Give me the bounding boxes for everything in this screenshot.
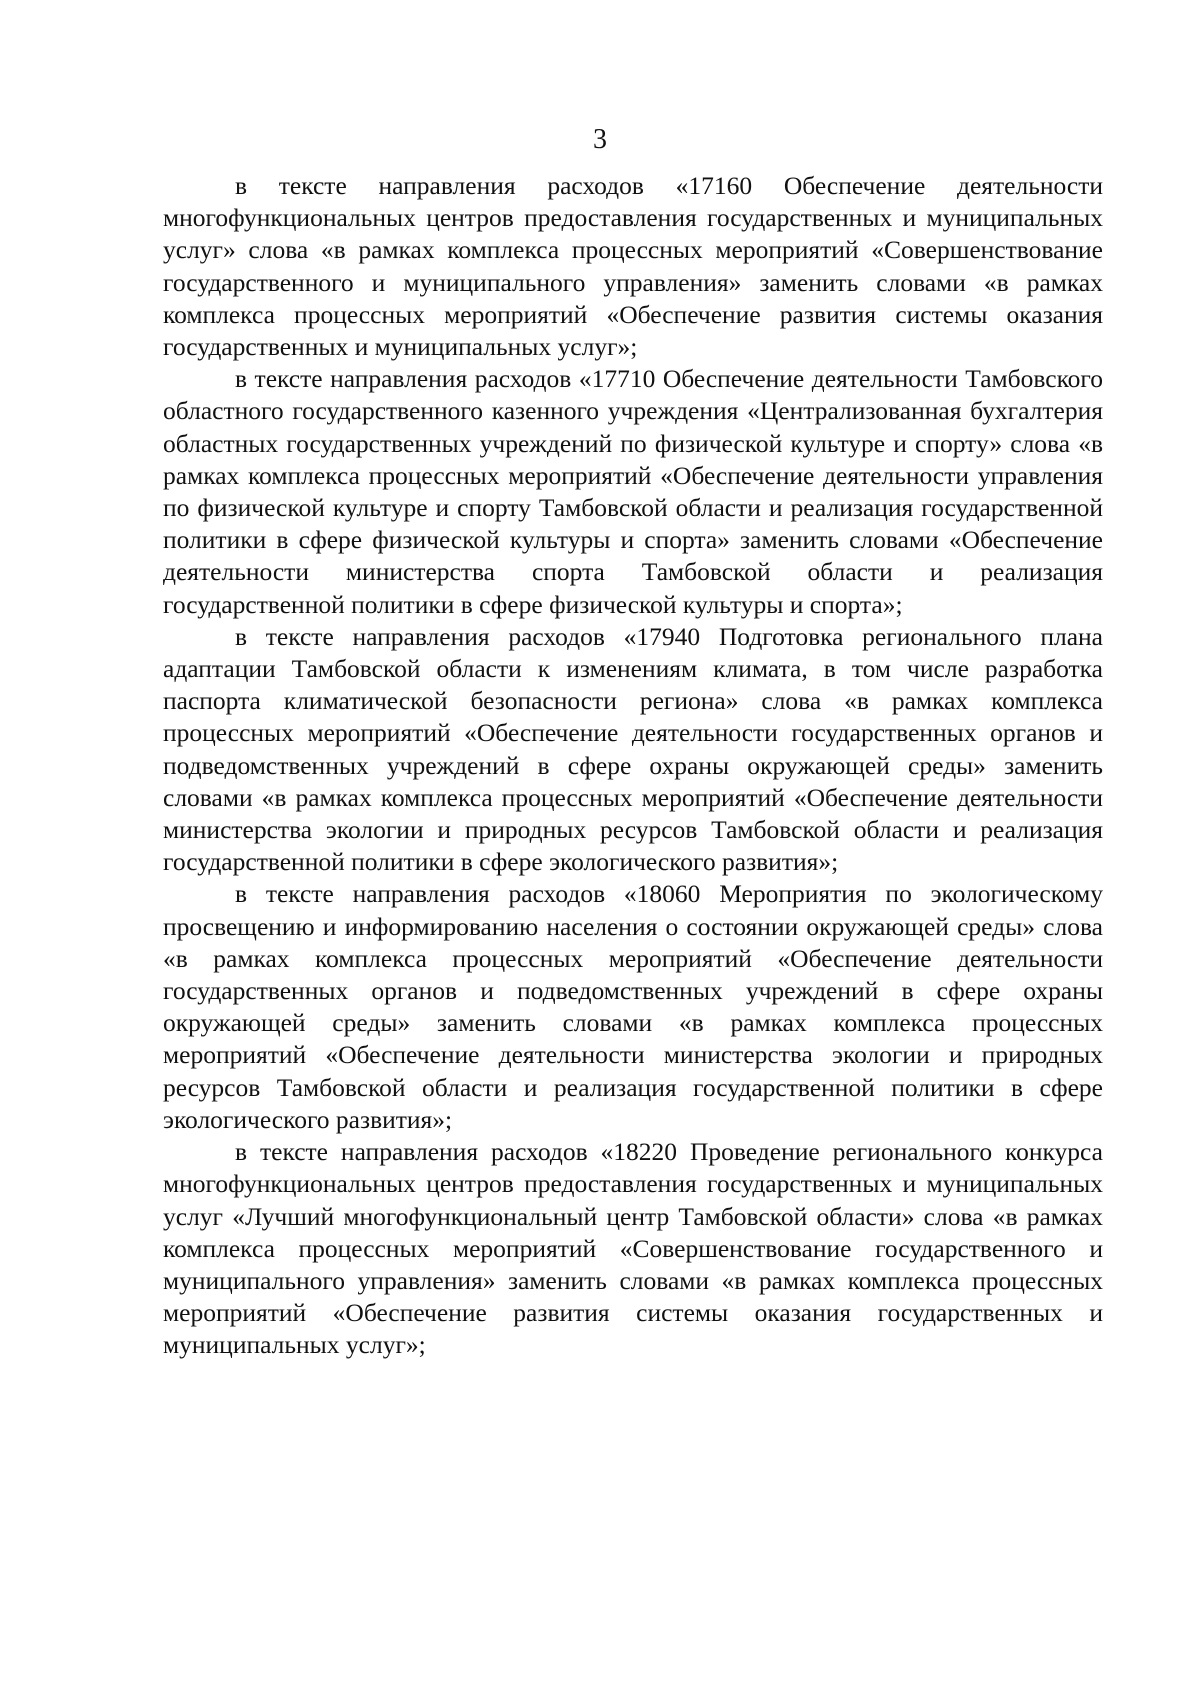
paragraph-17160: в тексте направления расходов «17160 Обеспечение деятельности многофункциональных центров предоставления государственных и муниципальных услуг» слова «в рамках комплекса процессных мероприятий «Совершенствование государственного и муниципального управления» заменить словами «в рамках комплекса процессных мероприятий «Обеспечение развития системы оказания государственных и муниципальных услуг»; (163, 171, 1103, 362)
paragraph-17940: в тексте направления расходов «17940 Подготовка регионального плана адаптации Тамбовской области к изменениям климата, в том числе разработка паспорта климатической безопасности региона» слова «в рамках комплекса процессных мероприятий «Обеспечение деятельности государственных органов и подведомственных учреждений в сфере охраны окружающей среды» заменить словами «в рамках комплекса процессных мероприятий «Обеспечение деятельности министерства экологии и природных ресурсов Тамбовской области и реализация государственной политики в сфере экологического развития»; (163, 621, 1103, 877)
document-body (163, 170, 1103, 1362)
paragraph-18060: в тексте направления расходов «18060 Мероприятия по экологическому просвещению и информированию населения о состоянии окружающей среды» слова «в рамках комплекса процессных мероприятий «Обеспечение деятельности государственных органов и подведомственных учреждений в сфере охраны окружающей среды» заменить словами «в рамках комплекса процессных мероприятий «Обеспечение деятельности министерства экологии и природных ресурсов Тамбовской области и реализация государственной политики в сфере экологического развития»; (163, 879, 1103, 1134)
paragraph-17710: в тексте направления расходов «17710 Обеспечение деятельности Тамбовского областного государственного казенного учреждения «Централизованная бухгалтерия областных государственных учреждений по физической культуре и спорту» слова «в рамках комплекса процессных мероприятий «Обеспечение деятельности управления по физической культуре и спорту Тамбовской области и реализация государственной политики в сфере физической культуры и спорта» заменить словами «Обеспечение деятельности министерства спорта Тамбовской области и реализация государственной политики в сфере физической культуры и спорта»; (163, 364, 1103, 619)
page-number: 3 (593, 124, 607, 155)
paragraph-18220: в тексте направления расходов «18220 Проведение регионального конкурса многофункциональных центров предоставления государственных и муниципальных услуг «Лучший многофункциональный центр Тамбовской области» слова «в рамках комплекса процессных мероприятий «Совершенствование государственного и муниципального управления» заменить словами «в рамках комплекса процессных мероприятий «Обеспечение развития системы оказания государственных и муниципальных услуг»; (163, 1137, 1103, 1360)
